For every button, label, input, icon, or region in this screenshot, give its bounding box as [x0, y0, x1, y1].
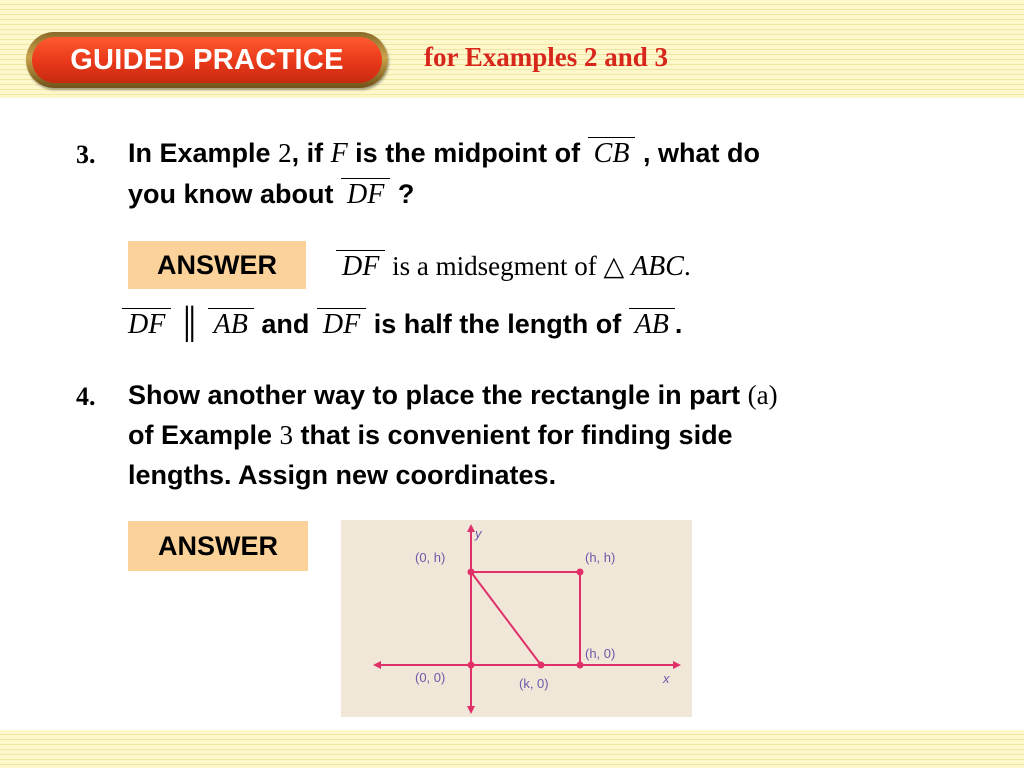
- x-axis-arrow-right: [673, 661, 681, 669]
- guided-practice-badge: [26, 32, 388, 88]
- answer-3-line-1: DF is a midsegment of △ ABC.: [336, 248, 691, 285]
- point-k-0: [538, 662, 545, 669]
- triangle-icon: △: [603, 251, 625, 281]
- y-axis-arrow-top: [467, 524, 475, 532]
- label-h-0: (h, 0): [585, 646, 616, 661]
- point-0-0: [468, 662, 475, 669]
- label-0-h: (0, h): [415, 550, 446, 565]
- segment-df: DF: [341, 178, 390, 210]
- segment-cb: CB: [588, 137, 636, 169]
- point-h-0: [577, 662, 584, 669]
- label-k-0: (k, 0): [519, 676, 549, 691]
- header-subtitle: for Examples 2 and 3: [424, 42, 669, 72]
- answer-4-label: ANSWER: [128, 521, 308, 571]
- answer-3-label: ANSWER: [128, 241, 306, 289]
- y-axis-label: y: [475, 526, 482, 541]
- coordinate-graph: [341, 520, 692, 717]
- coordinate-graph-svg: [341, 520, 692, 717]
- y-axis-arrow-bottom: [467, 706, 475, 714]
- guided-practice-label: GUIDED PRACTICE: [32, 37, 382, 83]
- diagonal-segment: [471, 572, 541, 665]
- x-axis-label: x: [663, 671, 670, 686]
- answer-3-line-2: DF ║ AB and DF is half the length of AB .: [122, 306, 682, 343]
- question-4-text: Show another way to place the rectangle in part (a) of Example 3 that is convenient for finding side lengths. Assign new coordinates.: [128, 380, 778, 490]
- x-axis-arrow-left: [373, 661, 381, 669]
- question-3-number: 3.: [76, 140, 96, 169]
- parallel-icon: ║: [178, 307, 201, 340]
- question-3-text: In Example 2, if F is the midpoint of CB , what do you know about DF ?: [128, 138, 760, 210]
- point-0-h: [468, 569, 475, 576]
- label-0-0: (0, 0): [415, 670, 446, 685]
- label-h-h: (h, h): [585, 550, 616, 565]
- question-4-number: 4.: [76, 382, 96, 411]
- footer-band: [0, 730, 1024, 768]
- point-h-h: [577, 569, 584, 576]
